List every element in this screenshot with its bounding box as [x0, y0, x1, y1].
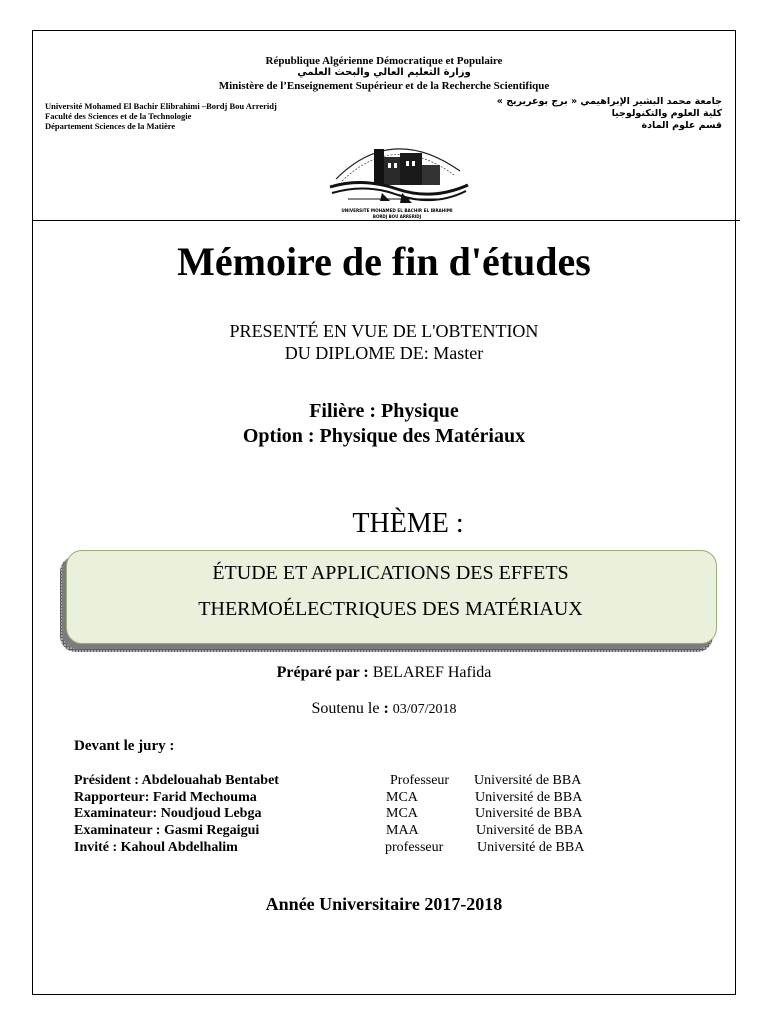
jury-row [74, 823, 634, 839]
university-name-fr: Université Mohamed El Bachir Elibrahimi –Bordj Bou Arreridj [45, 101, 277, 111]
header-divider [32, 220, 740, 221]
jury-institution: Université de BBA [474, 773, 582, 788]
prepared-by [0, 664, 768, 682]
jury-member: Invité : Kahoul Abdelhalim [74, 840, 238, 855]
option: Option : Physique des Matériaux [242, 425, 526, 447]
jury-member: Président : Abdelouahab Bentabet [74, 773, 279, 788]
student-name: BELAREF Hafida [372, 664, 492, 681]
jury-row [74, 806, 634, 822]
university-name-ar: جامعة محمد البشير الإبراهيمي « برج بوعريريج » [496, 96, 722, 107]
jury-grade: MAA [386, 823, 419, 838]
academic-year: Année Universitaire 2017-2018 [265, 894, 503, 914]
jury-grade: professeur [385, 840, 444, 855]
jury-grade: Professeur [390, 773, 450, 788]
jury-institution: Université de BBA [476, 823, 584, 838]
theme-line-2: THERMOÉLECTRIQUES DES MATÉRIAUX [198, 598, 583, 620]
ministry-french: Ministère de l’Enseignement Supérieur et de la Recherche Scientifique [218, 80, 550, 92]
department-name-fr: Département Sciences de la Matière [45, 121, 176, 131]
jury-row [74, 790, 634, 806]
defense-date [0, 700, 768, 718]
jury-grade: MCA [386, 806, 418, 821]
presented-line-2: DU DIPLOME DE: Master [284, 343, 484, 363]
jury-member: Examinateur: Noudjoud Lebga [74, 806, 262, 821]
ministry-arabic: وزارة التعليم العالي والبحث العلمي [297, 67, 471, 78]
soutenu-date: 03/07/2018 [392, 702, 457, 717]
logo-caption-city: BORDJ BOU ARRERIDJ [372, 214, 422, 219]
jury-grade: MCA [386, 790, 418, 805]
republic-name: République Algérienne Démocratique et Populaire [265, 55, 503, 67]
jury-institution: Université de BBA [475, 806, 583, 821]
logo-caption: UNIVERSITE MOHAMED EL BACHIR EL IBRAHIMI [341, 208, 453, 213]
department-name-ar: قسم علوم المادة [641, 120, 722, 131]
theme-line-1: ÉTUDE ET APPLICATIONS DES EFFETS [212, 562, 569, 584]
presented-line-1: PRESENTÉ EN VUE DE L'OBTENTION [229, 321, 539, 341]
soutenu-label: Soutenu le : [311, 700, 389, 717]
filiere: Filière : Physique [309, 400, 459, 422]
page-title: Mémoire de fin d'études [177, 239, 591, 284]
university-logo [322, 127, 472, 219]
jury-institution: Université de BBA [477, 840, 585, 855]
jury-title: Devant le jury : [74, 738, 175, 754]
jury-member: Rapporteur: Farid Mechouma [74, 790, 257, 805]
jury-row [74, 840, 634, 856]
jury-member: Examinateur : Gasmi Regaigui [74, 823, 260, 838]
theme-label: THÈME : [352, 508, 464, 539]
faculty-name-ar: كلية العلوم والتكنولوجيا [611, 108, 722, 119]
prepared-label: Préparé par : [276, 664, 373, 681]
faculty-name-fr: Faculté des Sciences et de la Technologie [45, 111, 192, 121]
jury-institution: Université de BBA [475, 790, 583, 805]
jury-row [74, 773, 634, 789]
